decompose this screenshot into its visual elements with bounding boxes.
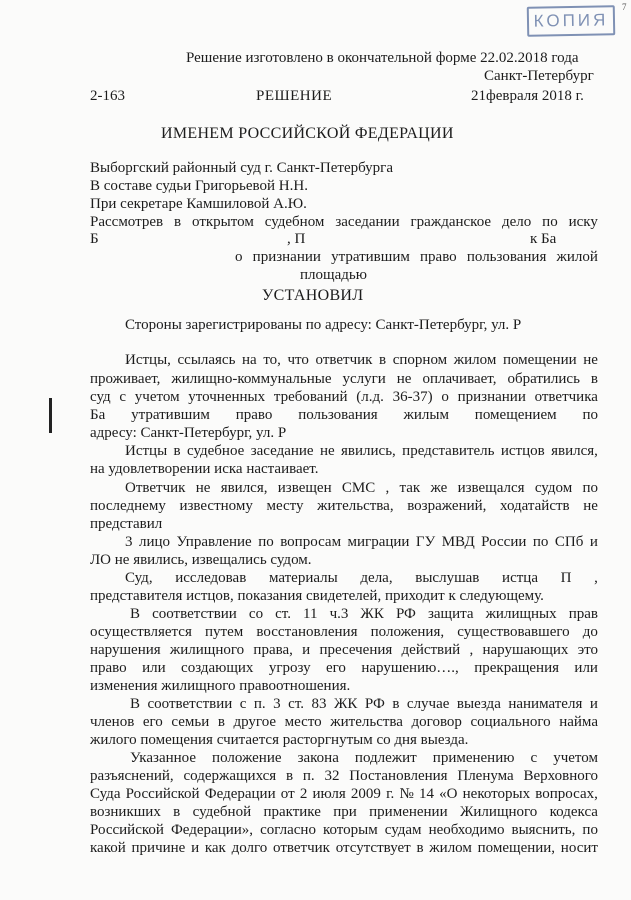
word: 14 xyxy=(418,786,434,802)
word: миграции xyxy=(347,534,410,550)
word: Пленума xyxy=(457,768,514,784)
word: пресечения xyxy=(319,642,393,658)
word: осуществляется xyxy=(90,624,192,640)
word: Истцы, xyxy=(125,352,171,368)
word: не xyxy=(195,480,211,496)
word: в xyxy=(379,352,387,368)
word: до xyxy=(582,624,598,640)
established-heading: УСТАНОВИЛ xyxy=(262,287,364,304)
word: положения, xyxy=(370,624,445,640)
word: возражений, xyxy=(407,498,487,514)
word: возникших xyxy=(90,804,161,820)
word: жилой xyxy=(556,249,598,265)
copy-stamp: КОПИЯ xyxy=(527,5,616,37)
word: Рассмотрев xyxy=(90,214,164,230)
word: заседание xyxy=(250,443,314,459)
word: долго xyxy=(231,840,268,856)
word: Российской xyxy=(90,822,164,838)
word: «О xyxy=(439,786,458,802)
word: закона xyxy=(297,750,339,766)
word: жилищного xyxy=(169,642,245,658)
party-1: Б xyxy=(90,231,99,247)
word: жилым xyxy=(403,407,449,423)
word: его xyxy=(142,714,163,730)
word: заседании xyxy=(335,214,400,230)
word: соответствии xyxy=(152,606,237,622)
word: случае xyxy=(406,696,450,712)
word: помещении, xyxy=(477,840,556,856)
word: извещался xyxy=(457,480,525,496)
final-form-note: Решение изготовлено в окончательной форме 22.02.2018 года xyxy=(186,50,579,66)
word: применению xyxy=(432,750,515,766)
word: , xyxy=(385,480,390,496)
para9-line6 xyxy=(90,840,598,857)
word: в xyxy=(590,371,598,387)
word: судебном xyxy=(264,214,325,230)
word: защита xyxy=(427,606,474,622)
word: п. xyxy=(253,696,266,712)
document-title: РЕШЕНИЕ xyxy=(256,88,333,104)
word: признании xyxy=(252,249,321,265)
word: 36-37) xyxy=(392,389,433,405)
word: в xyxy=(173,443,181,459)
word: кодекса xyxy=(549,804,598,820)
word: путем xyxy=(205,624,244,640)
word: угрозу xyxy=(268,660,311,676)
page-edge-number: 7 xyxy=(622,2,627,12)
word: Жилищного xyxy=(459,804,538,820)
case-line xyxy=(90,214,598,231)
word: ответчик xyxy=(315,352,373,368)
word: носит xyxy=(560,840,598,856)
word: г. xyxy=(386,786,395,802)
word: не xyxy=(396,371,412,387)
word: пользования xyxy=(298,407,378,423)
word: Федерации», xyxy=(170,822,254,838)
para3-line2: на удовлетворении иска настаивает. xyxy=(90,461,319,477)
para2-line1 xyxy=(125,352,598,369)
para6-line2: представителя истцов, показания свидетелей, приходит к следующему. xyxy=(90,588,544,604)
word: от xyxy=(280,786,295,802)
para6-line1 xyxy=(125,570,598,587)
word: при xyxy=(333,804,357,820)
word: существовавшего xyxy=(457,624,570,640)
word: помещении xyxy=(502,352,577,368)
word: семьи xyxy=(171,714,210,730)
word: известному xyxy=(179,498,253,514)
word: услуги xyxy=(342,371,386,387)
word: открытом xyxy=(192,214,254,230)
word: явился, xyxy=(220,480,268,496)
secretary: При секретаре Камшиловой А.Ю. xyxy=(90,196,307,212)
word: В xyxy=(130,606,141,622)
word: П xyxy=(560,570,572,586)
word: нарушающих xyxy=(482,642,569,658)
word: подлежит xyxy=(354,750,417,766)
word: ГУ xyxy=(415,534,436,550)
word: со xyxy=(248,606,264,622)
word: ходатайств xyxy=(500,498,570,514)
word: июля xyxy=(312,786,346,802)
word: учетом xyxy=(134,389,180,405)
para3-line1 xyxy=(125,443,598,460)
word: право xyxy=(420,249,457,265)
word: вопросах, xyxy=(535,786,598,802)
word: истцов xyxy=(500,443,545,459)
word: содержащихся xyxy=(183,768,277,784)
para7-line1 xyxy=(130,606,598,623)
word: необходимо xyxy=(428,822,505,838)
word: последнему xyxy=(90,498,166,514)
word: материалы xyxy=(268,570,338,586)
word: по xyxy=(582,822,598,838)
word: СМС xyxy=(341,480,376,496)
word: в xyxy=(416,840,424,856)
word: , xyxy=(594,570,598,586)
word: договор xyxy=(411,714,462,730)
word: СПб xyxy=(554,534,584,550)
para5-line2: ЛО не явились, извещались судом. xyxy=(90,552,312,568)
word: РФ xyxy=(364,696,385,712)
word: Ответчик xyxy=(125,480,186,496)
word: (л.д. xyxy=(356,389,384,405)
word: признании xyxy=(457,389,526,405)
word: проживает, xyxy=(90,371,161,387)
word: жилищно-коммунальные xyxy=(171,371,332,387)
word: с xyxy=(530,750,538,766)
word: другое xyxy=(233,714,277,730)
word: ст. xyxy=(288,696,304,712)
word: № xyxy=(399,786,414,802)
word: соответствии xyxy=(147,696,233,712)
para8-line3: жилого помещения считается расторгнутым со дня выезда. xyxy=(90,732,469,748)
word: права, xyxy=(253,642,293,658)
word: судом xyxy=(534,480,573,496)
word: создающих xyxy=(181,660,254,676)
word: ч.3 xyxy=(329,606,349,622)
word: о xyxy=(441,389,449,405)
word: России xyxy=(481,534,527,550)
word: обратились xyxy=(507,371,580,387)
word: какой xyxy=(90,840,126,856)
word: 2 xyxy=(299,786,308,802)
word: не xyxy=(583,352,598,368)
word: вопросам xyxy=(280,534,342,550)
word: в xyxy=(392,696,400,712)
word: в xyxy=(217,714,225,730)
para8-line2 xyxy=(90,714,598,731)
word: практике xyxy=(263,804,321,820)
word: уточненных xyxy=(188,389,266,405)
word: найма xyxy=(559,714,598,730)
word: ЖК xyxy=(360,606,384,622)
word: или xyxy=(142,660,166,676)
word: действий xyxy=(401,642,461,658)
party-3: к Ба xyxy=(530,231,557,247)
word: его xyxy=(326,660,346,676)
word: прекращения xyxy=(474,660,560,676)
word: жилом xyxy=(429,840,472,856)
word: явились, xyxy=(341,443,396,459)
word: же xyxy=(430,480,448,496)
word: по xyxy=(542,214,558,230)
word: извещен xyxy=(277,480,332,496)
word: социального xyxy=(470,714,551,730)
word: или xyxy=(574,660,598,676)
word: судам xyxy=(384,822,422,838)
word: Суд, xyxy=(125,570,153,586)
margin-mark xyxy=(49,398,52,433)
word: МВД xyxy=(441,534,475,550)
para2-line2 xyxy=(90,371,598,388)
word: ЖК xyxy=(333,696,358,712)
word: по xyxy=(582,480,598,496)
word: Ба xyxy=(90,407,106,423)
word: истца xyxy=(502,570,538,586)
word: по xyxy=(532,534,549,550)
word: Федерации xyxy=(204,786,276,802)
word: дело xyxy=(501,214,532,230)
word: на xyxy=(242,352,257,368)
word: 3 xyxy=(273,696,281,712)
word: утратившим xyxy=(331,249,410,265)
word: судебное xyxy=(187,443,245,459)
para7-line4 xyxy=(90,660,598,677)
word: месту xyxy=(266,498,304,514)
para9-line3 xyxy=(90,786,598,803)
word: ссылаясь xyxy=(177,352,236,368)
word: суд xyxy=(90,389,111,405)
word: спорном xyxy=(392,352,448,368)
word: восстановления xyxy=(256,624,358,640)
para4-line1 xyxy=(125,480,598,497)
word: ответчик xyxy=(273,840,330,856)
word: гражданское xyxy=(410,214,492,230)
para2-line5: адресу: Санкт-Петербург, ул. Р xyxy=(90,425,287,441)
word: прав xyxy=(568,606,598,622)
document-date: 21февраля 2018 г. xyxy=(471,88,584,104)
para8-line1 xyxy=(130,696,598,713)
para2-line4 xyxy=(90,407,598,424)
word: утратившим xyxy=(131,407,210,423)
judge: В составе судьи Григорьевой Н.Н. xyxy=(90,178,308,194)
word: Указанное xyxy=(130,750,196,766)
para9-line1 xyxy=(130,750,598,767)
para9-line5 xyxy=(90,822,598,839)
word: помещением xyxy=(474,407,557,423)
word: Истцы xyxy=(125,443,168,459)
word: причине xyxy=(131,840,186,856)
word: нарушению…., xyxy=(361,660,459,676)
word: представитель xyxy=(402,443,495,459)
word: и xyxy=(589,534,598,550)
claim-line xyxy=(235,249,598,266)
word: нанимателя xyxy=(508,696,583,712)
word: В xyxy=(130,696,141,712)
word: не xyxy=(583,498,598,514)
word: 32 xyxy=(324,768,340,784)
word: и xyxy=(589,696,598,712)
word: РФ xyxy=(395,606,416,622)
word: жительства xyxy=(330,714,403,730)
word: Верховного xyxy=(523,768,598,784)
word: применении xyxy=(369,804,448,820)
word: п. xyxy=(302,768,315,784)
word: Управление xyxy=(176,534,252,550)
word: исследовав xyxy=(175,570,247,586)
word: 2009 xyxy=(350,786,381,802)
word: о xyxy=(235,249,243,265)
party-2: , П xyxy=(287,231,306,247)
word: нарушения xyxy=(90,642,161,658)
word: по xyxy=(258,534,274,550)
para7-line2 xyxy=(90,624,598,641)
word: членов xyxy=(90,714,135,730)
word: отсутствует xyxy=(335,840,411,856)
word: иску xyxy=(568,214,598,230)
para4-line3: представил xyxy=(90,516,163,532)
para9-line4 xyxy=(90,804,598,821)
word: оплачивает, xyxy=(422,371,497,387)
word: в xyxy=(173,804,181,820)
word: не xyxy=(319,443,335,459)
word: место xyxy=(284,714,322,730)
para4-line2 xyxy=(90,498,598,515)
word: явился, xyxy=(551,443,598,459)
word: ответчика xyxy=(534,389,598,405)
word: 11 xyxy=(303,606,318,622)
word: ст. xyxy=(275,606,291,622)
word: выяснить, xyxy=(511,822,576,838)
word: жилищных xyxy=(485,606,557,622)
word: что xyxy=(287,352,309,368)
word: по xyxy=(582,407,598,423)
word: как xyxy=(204,840,226,856)
word: которым xyxy=(322,822,378,838)
word: в xyxy=(174,214,182,230)
word: Постановления xyxy=(349,768,448,784)
word: право xyxy=(90,660,127,676)
word: право xyxy=(235,407,273,423)
word: и xyxy=(191,840,200,856)
word: 83 xyxy=(311,696,327,712)
word: разъяснений, xyxy=(90,768,174,784)
word: положение xyxy=(212,750,282,766)
word: выслушав xyxy=(415,570,480,586)
word: 3 xyxy=(125,534,133,550)
word: Российской xyxy=(125,786,200,802)
claim-end: площадью xyxy=(300,267,367,283)
word: пользования xyxy=(466,249,547,265)
word: , xyxy=(469,642,474,658)
word: это xyxy=(577,642,598,658)
word: лицо xyxy=(138,534,171,550)
word: дела, xyxy=(360,570,393,586)
name-of-federation: ИМЕНЕМ РОССИЙСКОЙ ФЕДЕРАЦИИ xyxy=(161,125,454,142)
word: с xyxy=(119,389,127,405)
word: судебной xyxy=(192,804,252,820)
para7-line5: изменения жилищного правоотношения. xyxy=(90,678,351,694)
word: согласно xyxy=(260,822,316,838)
para9-line2 xyxy=(90,768,598,785)
word: требований xyxy=(273,389,348,405)
para5-line1 xyxy=(125,534,598,551)
para7-line3 xyxy=(90,642,598,659)
word: некоторых xyxy=(462,786,531,802)
case-number: 2-163 xyxy=(90,88,125,104)
word: жилом xyxy=(453,352,497,368)
word: выезда xyxy=(456,696,501,712)
word: жительства, xyxy=(317,498,394,514)
word: то, xyxy=(263,352,281,368)
parties-address: Стороны зарегистрированы по адресу: Санкт-Петербург, ул. Р xyxy=(125,317,522,333)
court-name: Выборгский районный суд г. Санкт-Петербурга xyxy=(90,160,393,176)
word: так xyxy=(399,480,421,496)
word: с xyxy=(239,696,247,712)
word: учетом xyxy=(553,750,598,766)
word: Суда xyxy=(90,786,121,802)
word: и xyxy=(302,642,311,658)
city: Санкт-Петербург xyxy=(484,68,594,84)
word: в xyxy=(286,768,294,784)
para2-line3 xyxy=(90,389,598,406)
